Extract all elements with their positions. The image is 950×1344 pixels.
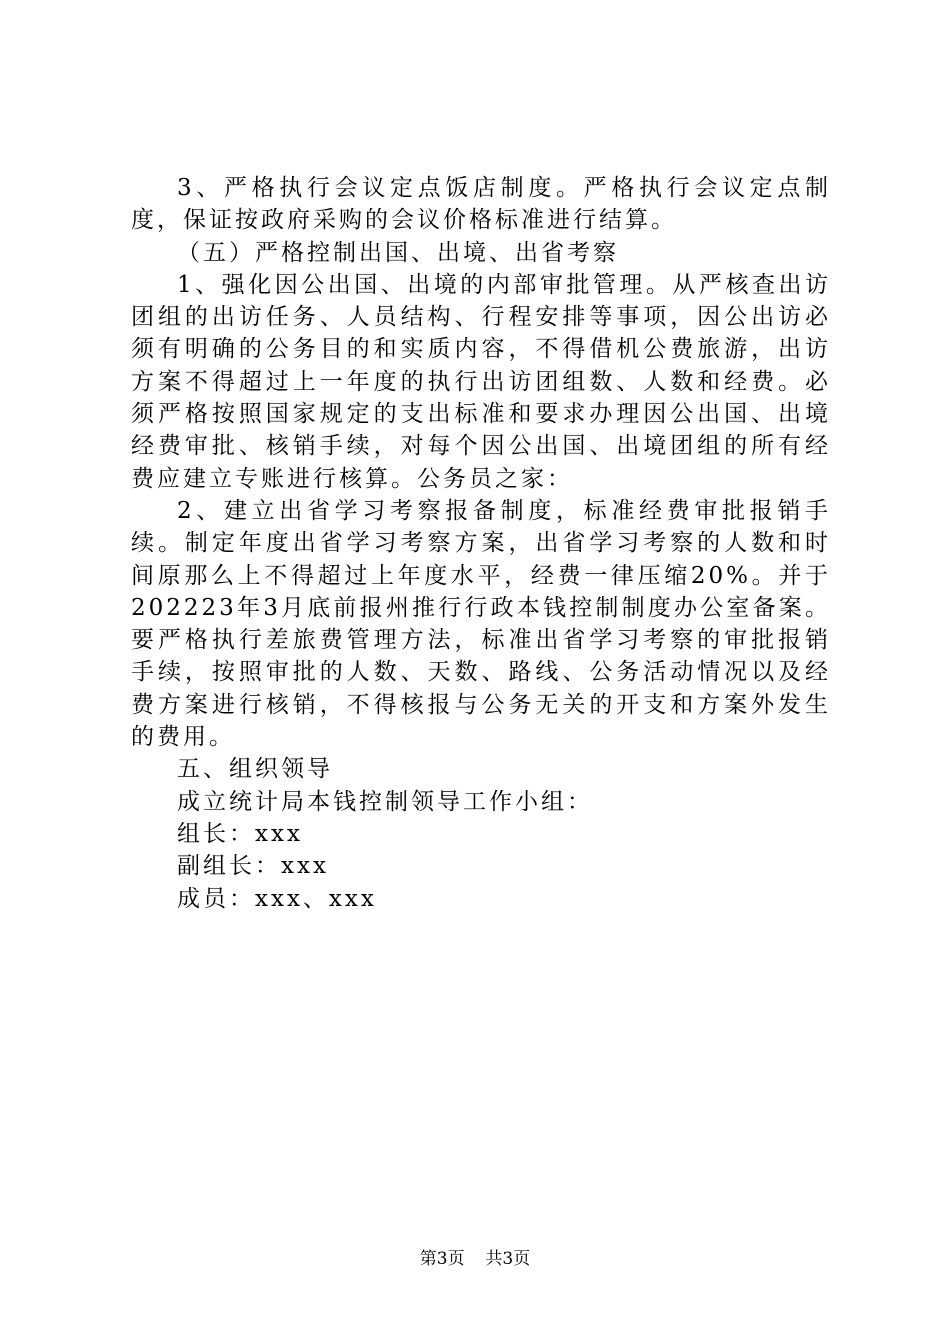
section-heading-travel-control: （五）严格控制出国、出境、出省考察 [177, 239, 619, 266]
section-heading-organization: 五、组织领导 [177, 756, 333, 783]
page-total: 共3页 [485, 1249, 531, 1269]
paragraph-group-leader: 组长：xxx [177, 820, 303, 847]
paragraph-province-study-tour: 2、建立出省学习考察报备制度，标准经费审批报销手续。制定年度出省学习考察方案，出省学习考察的人数和时间原那么上不得超过上年度水平，经费一律压缩20%。并于202223年3月底前报州推行行政本钱控制制度办公室备案。要严格执行差旅费管理方法，标准出省学习考察的审批报销手续，按照审批的人数、天数、路线、公务活动情况以及经费方案进行核销，不得核报与公务无关的开支和方案外发生的费用。 [131, 497, 831, 751]
paragraph-deputy-leader: 副组长：xxx [177, 853, 329, 880]
page-number: 第3页 [419, 1249, 465, 1269]
page-footer [0, 1244, 950, 1269]
paragraph-hotel-policy: 3、严格执行会议定点饭店制度。严格执行会议定点制度，保证按政府采购的会议价格标准进行结算。 [131, 175, 831, 234]
paragraph-abroad-approval: 1、强化因公出国、出境的内部审批管理。从严核查出访团组的出访任务、人员结构、行程安排等事项，因公出访必须有明确的公务目的和实质内容，不得借机公费旅游，出访方案不得超过上一年度的执行出访团组数、人数和经费。必须严格按照国家规定的支出标准和要求办理因公出国、出境经费审批、核销手续，对每个因公出国、出境团组的所有经费应建立专账进行核算。公务员之家： [131, 271, 831, 492]
paragraph-leadership-group: 成立统计局本钱控制领导工作小组： [177, 788, 593, 815]
document-body [131, 172, 831, 915]
paragraph-members: 成员：xxx、xxx [177, 885, 377, 912]
